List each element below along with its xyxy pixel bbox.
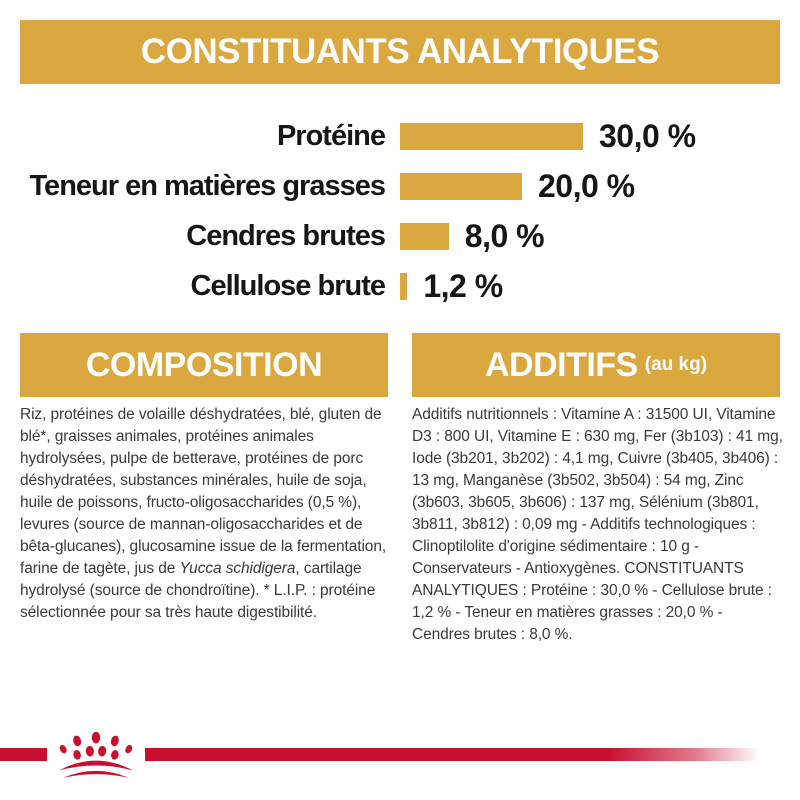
- analytical-constituents-chart: [0, 111, 800, 311]
- chart-row-label: Cellulose brute: [190, 269, 385, 302]
- brand-logo-box: [47, 722, 145, 790]
- chart-bar: [400, 223, 449, 250]
- chart-row: [0, 161, 800, 211]
- additifs-header-band: [412, 333, 780, 397]
- composition-text: [20, 404, 392, 624]
- chart-row: [0, 211, 800, 261]
- additifs-header-title: ADDITIFS: [484, 345, 638, 384]
- composition-text-part-1: Riz, protéines de volaille déshydratées, blé, gluten de blé*, graisses animales, protéines animales hydrolysées, pulpe de betterave, protéines de porc déshydratées, substances minérales, huile de soja, huile de poissons, fructo-oligosaccharides (0,5 %), levures (source de mannan-oligosaccharides et de bêta-glucanes), glucosamine issue de la fermentation, farine de tagète, jus de: [20, 406, 387, 577]
- analytics-header-title: CONSTITUANTS ANALYTIQUES: [140, 32, 660, 71]
- composition-text-part-2: , cartilage hydrolysé (source de chondroïtine). * L.I.P. : protéine sélectionnée pour sa très haute digestibilité.: [20, 560, 376, 621]
- chart-row-label: Cendres brutes: [186, 219, 385, 252]
- chart-bar: [400, 123, 583, 150]
- chart-bar: [400, 273, 407, 300]
- additifs-title-suffix: (au kg): [644, 354, 708, 375]
- chart-bar-value: 8,0 %: [464, 217, 545, 254]
- chart-row: [0, 111, 800, 161]
- chart-row-label: Teneur en matières grasses: [29, 169, 385, 202]
- crown-paw-logo: [55, 729, 137, 784]
- composition-header-title: COMPOSITION: [85, 345, 323, 384]
- additifs-text: Additifs nutritionnels : Vitamine A : 31500 UI, Vitamine D3 : 800 UI, Vitamine E : 630 mg, Fer (3b103) : 41 mg, Iode (3b201, 3b202) : 4,1 mg, Cuivre (3b405, 3b406) : 13 mg, Manganèse (3b502, 3b504) : 54 mg, Zinc (3b603, 3b605, 3b606) : 137 mg, Sélénium (3b801, 3b811, 3b812) : 0,09 mg - Additifs technologiques : Clinoptilolite d'origine sédimentaire : 10 g - Conservateurs - Antioxygènes. CONSTITUANTS ANALYTIQUES : Protéine : 30,0 % - Cellulose brute : 1,2 % - Teneur en matières grasses : 20,0 % - Cendres brutes : 8,0 %.: [412, 406, 783, 643]
- composition-italic-species: Yucca schidigera: [179, 560, 296, 577]
- chart-row-label: Protéine: [276, 119, 385, 152]
- composition-header-band: [20, 333, 388, 397]
- chart-bar-value: 30,0 %: [599, 117, 696, 154]
- analytics-header-band: [20, 20, 780, 84]
- chart-bar-value: 20,0 %: [538, 167, 635, 204]
- chart-bar: [400, 173, 522, 200]
- chart-row: [0, 261, 800, 311]
- chart-bar-value: 1,2 %: [423, 267, 503, 304]
